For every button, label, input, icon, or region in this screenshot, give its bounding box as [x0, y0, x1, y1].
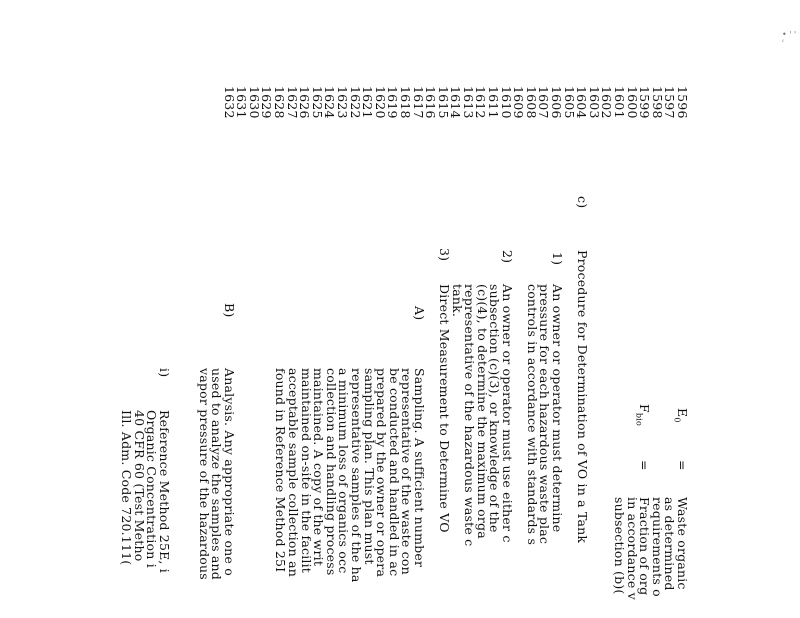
item-i-text — [120, 410, 170, 573]
text-line: An owner or operator must determine — [550, 284, 565, 533]
line-number: 1625 — [309, 86, 325, 119]
line-number: 1601 — [612, 86, 628, 119]
text-line: maintained. A copy of the writ — [311, 368, 327, 567]
text-line: maintained on-site in the facilit — [298, 368, 314, 574]
text-line: pressure for each hazardous waste plac — [537, 284, 553, 545]
line-number: 1605 — [561, 86, 577, 119]
line-number: 1622 — [347, 86, 363, 119]
text-line: Waste organic — [675, 497, 690, 590]
line-number: 1630 — [246, 86, 262, 119]
section-c-label: c) — [575, 196, 590, 209]
line-number: 1609 — [511, 86, 527, 119]
text-line: a minimum loss of organics occ — [336, 368, 352, 574]
fbio-equals: = — [637, 460, 652, 471]
line-number: 1624 — [322, 86, 338, 119]
text-line: Ill. Adm. Code 720.111( — [119, 410, 135, 566]
text-line: representative of the hazardous waste c — [462, 284, 478, 547]
line-number: 1620 — [372, 86, 388, 119]
text-line: as determined — [662, 497, 678, 591]
text-line: Fraction of org — [637, 497, 653, 596]
line-number: 1598 — [649, 86, 665, 119]
line-number: 1611 — [486, 86, 502, 119]
line-number: 1600 — [624, 86, 640, 119]
line-numbers — [222, 86, 688, 126]
text-line: prepared by the owner or opera — [374, 368, 390, 578]
line-number: 1619 — [385, 86, 401, 119]
text-line: An owner or operator must use either c — [500, 284, 515, 543]
item-3-heading: Direct Measurement to Determine VO — [437, 284, 452, 533]
section-c-heading: Procedure for Determination of VO in a Tank — [575, 250, 590, 544]
item-A-label: A) — [412, 306, 427, 321]
line-number: 1614 — [448, 86, 464, 119]
text-line: Analysis. Any appropriate one o — [222, 368, 237, 576]
item-2-text — [450, 284, 513, 546]
text-line: (c)(4), to determine the maximum orga — [474, 284, 490, 539]
text-line: representative samples of the ha — [349, 368, 365, 583]
line-number: 1597 — [662, 86, 678, 119]
item-B-text — [197, 368, 235, 580]
line-number: 1626 — [297, 86, 313, 119]
text-line: acceptable sample collection an — [286, 368, 302, 577]
fbio-symbol: $F_{bio}$ — [634, 404, 652, 426]
text-line: subsection (c)(3), or knowledge of the — [487, 284, 503, 533]
item-2-label: 2) — [500, 250, 515, 264]
line-number: 1604 — [574, 86, 590, 119]
scan-marks: • ' ' ʿ — [782, 30, 797, 48]
line-number: 1618 — [397, 86, 413, 119]
line-number: 1603 — [586, 86, 602, 119]
text-line: Organic Concentration i — [144, 410, 160, 568]
line-number: 1613 — [460, 86, 476, 119]
text-line: subsection (b)( — [612, 497, 628, 595]
item-i-label: i) — [157, 368, 172, 378]
line-number: 1610 — [498, 86, 514, 119]
text-line: be conducted and handled in ac — [386, 368, 402, 577]
line-number: 1602 — [599, 86, 615, 119]
text-line: used to analyze the samples and — [209, 368, 225, 580]
text-line: Sampling. A sufficient number — [412, 368, 427, 568]
e0-equals: = — [675, 460, 690, 471]
line-number: 1627 — [284, 86, 300, 119]
e0-symbol: $E_0$ — [672, 408, 690, 423]
line-number: 1632 — [221, 86, 237, 119]
line-number: 1599 — [637, 86, 653, 119]
text-line: controls in accordance with standards s — [524, 284, 540, 546]
line-number: 1612 — [473, 86, 489, 119]
text-line: vapor pressure of the hazardous — [196, 368, 212, 580]
line-number: 1617 — [410, 86, 426, 119]
text-line: tank. — [449, 284, 465, 318]
text-line: 40 CFR 60 (Test Metho — [131, 410, 147, 562]
item-1-label: 1) — [550, 252, 565, 266]
line-number: 1621 — [360, 86, 376, 119]
line-number: 1608 — [523, 86, 539, 119]
item-A-text — [274, 368, 425, 583]
line-number: 1596 — [675, 86, 690, 119]
item-1-text — [525, 284, 563, 545]
line-number: 1623 — [334, 86, 350, 119]
line-number: 1629 — [259, 86, 275, 119]
text-line: in accordance v — [624, 497, 640, 600]
text-line: collection and handling process — [323, 368, 339, 576]
line-number: 1628 — [272, 86, 287, 119]
e0-definition — [612, 497, 688, 600]
line-number: 1615 — [435, 86, 451, 119]
text-line: found in Reference Method 25I — [273, 368, 289, 573]
line-number: 1631 — [234, 86, 250, 119]
text-line: Reference Method 25E, i — [157, 410, 172, 573]
text-line: requirements o — [649, 497, 665, 597]
line-number: 1606 — [549, 86, 565, 119]
item-B-label: B) — [222, 303, 237, 318]
line-number: 1607 — [536, 86, 552, 119]
item-3-label: 3) — [437, 248, 452, 262]
text-line: sampling plan. This plan must — [361, 368, 377, 565]
text-line: representative of the waste con — [399, 368, 415, 575]
line-number: 1616 — [423, 86, 439, 119]
